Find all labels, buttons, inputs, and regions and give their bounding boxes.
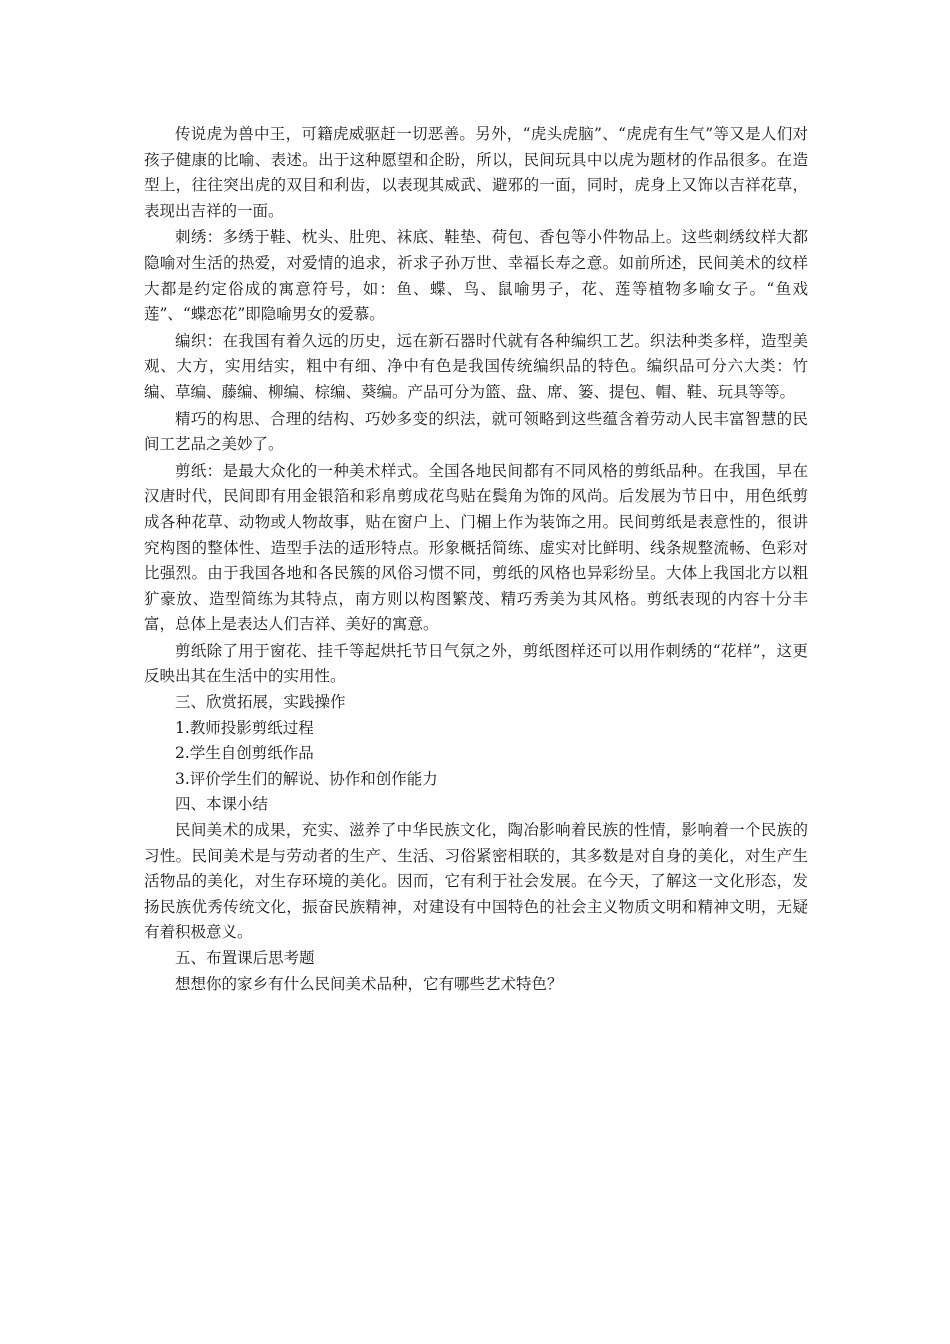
- section-3-item-3: 3.评价学生们的解说、协作和创作能力: [175, 769, 438, 788]
- paragraph-paper-cutting: 剪纸：是最大众化的一种美术样式。全国各地民间都有不同风格的剪纸品种。在我国，早在汉唐时代，民间即有用金银箔和彩帛剪成花鸟贴在鬓角为饰的风尚。后发展为节日中，用色纸剪成各种花草、动物或人物故事，贴在窗户上、门楣上作为装饰之用。民间剪纸是表意性的，很讲究构图的整体性、造型手法的适形特点。形象概括简练、虚实对比鲜明、线条规整流畅、色彩对比强烈。由于我国各地和各民簇的风俗习惯不同，剪纸的风格也异彩纷呈。大体上我国北方以粗犷豪放、造型简练为其特点，南方则以构图繁茂、精巧秀美为其风格。剪纸表现的内容十分丰富，总体上是表达人们吉祥、美好的寓意。: [144, 461, 808, 634]
- paragraph-weaving: 编织：在我国有着久远的历史，远在新石器时代就有各种编织工艺。织法种类多样，造型美观、大方，实用结实，粗中有细、净中有色是我国传统编织品的特色。编织品可分六大类：竹编、草编、藤编、柳编、棕编、葵编。产品可分为篮、盘、席、篓、提包、帽、鞋、玩具等等。: [144, 331, 808, 401]
- section-5-heading: 五、布置课后思考题: [175, 949, 315, 967]
- paragraph-tiger: 传说虎为兽中王，可籍虎威驱赶一切恶善。另外，“虎头虎脑”、“虎虎有生气”等又是人们对孩子健康的比喻、表述。出于这种愿望和企盼，所以，民间玩具中以虎为题材的作品很多。在造型上，往往突出虎的双目和利齿，以表现其威武、避邪的一面，同时，虎身上又饰以吉祥花草，表现出吉祥的一面。: [144, 125, 808, 220]
- paragraph-embroidery: 刺绣：多绣于鞋、枕头、肚兜、袜底、鞋垫、荷包、香包等小件物品上。这些刺绣纹样大都隐喻对生活的热爱，对爱情的追求，祈求子孙万世、幸福长寿之意。如前所述，民间美术的纹样大都是约定俗成的寓意符号，如：鱼、蝶、鸟、鼠喻男子，花、莲等植物多喻女子。“鱼戏莲”、“蝶恋花”即隐喻男女的爱慕。: [144, 228, 808, 324]
- section-3-item-2: 2.学生自创剪纸作品: [175, 744, 314, 763]
- section-4-heading: 四、本课小结: [175, 795, 269, 814]
- section-3-heading: 三、欣赏拓展，实践操作: [175, 693, 346, 712]
- section-5-question: 想想你的家乡有什么民间美术品种，它有哪些艺术特色？: [175, 974, 563, 993]
- document-page: [144, 122, 808, 997]
- paragraph-paper-cutting-use: 剪纸除了用于窗花、挂千等起烘托节日气氛之外，剪纸图样还可以用作刺绣的“花样”，这更反映出其在生活中的实用性。: [144, 641, 808, 686]
- section-3-item-1: 1.教师投影剪纸过程: [175, 718, 314, 737]
- section-4-summary: 民间美术的成果，充实、滋养了中华民族文化，陶冶影响着民族的性情，影响着一个民族的习性。民间美术是与劳动者的生产、生活、习俗紧密相联的，其多数是对自身的美化，对生产生活物品的美化，对生存环境的美化。因而，它有利于社会发展。在今天，了解这一文化形态，发扬民族优秀传统文化，振奋民族精神，对建设有中国特色的社会主义物质文明和精神文明，无疑有着积极意义。: [144, 821, 808, 942]
- paragraph-weaving-craft: 精巧的构思、合理的结构、巧妙多变的织法，就可领略到这些蕴含着劳动人民丰富智慧的民间工艺品之美妙了。: [144, 409, 808, 454]
